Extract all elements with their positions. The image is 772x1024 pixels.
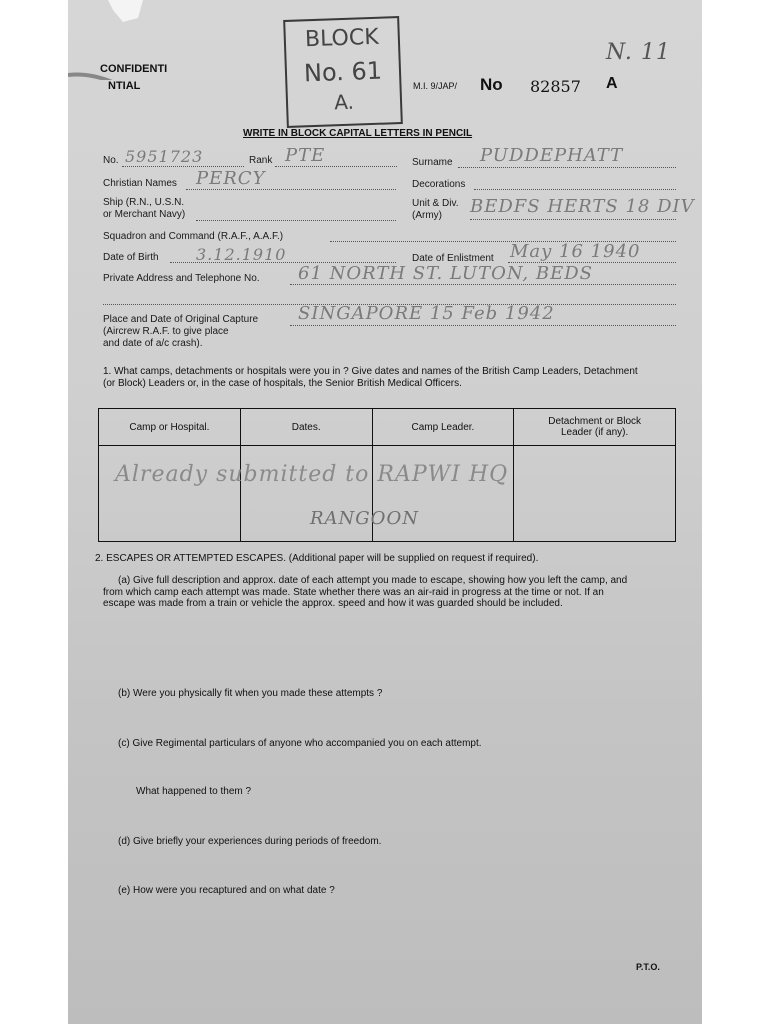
question-1: 1. What camps, detachments or hospitals were you in ? Give dates and names of the British Camp Leaders, Detachment	[103, 366, 638, 377]
instruction-heading: WRITE IN BLOCK CAPITAL LETTERS IN PENCIL	[243, 128, 473, 139]
table-handwriting-2: RANGOON	[310, 508, 419, 529]
question-2d: (d) Give briefly your experiences during periods of freedom.	[118, 836, 382, 847]
surname-label: Surname	[412, 157, 453, 168]
no-label: No.	[103, 155, 119, 166]
capture-label-3: and date of a/c crash).	[103, 338, 203, 349]
capture-label: Place and Date of Original Capture	[103, 314, 259, 325]
detachment-column-header: Detachment or Block Leader (if any).	[514, 409, 676, 446]
handwritten-note: N. 11	[606, 40, 671, 65]
question-2a: (a) Give full description and approx. date of each attempt you made to escape, showing how you left the camp, and	[118, 575, 628, 586]
confidential-label: CONFIDENTI	[100, 63, 168, 75]
serial-number: 82857	[530, 77, 581, 96]
unit-label-2: (Army)	[412, 210, 442, 221]
question-2e: (e) How were you recaptured and on what date ?	[118, 885, 335, 896]
question-1-line-2: (or Block) Leaders or, in the case of hospitals, the Senior British Medical Officers.	[103, 378, 462, 389]
dob-value: 3.12.1910	[196, 245, 287, 264]
surname-value: PUDDEPHATT	[480, 145, 624, 166]
enlistment-label: Date of Enlistment	[412, 253, 494, 264]
pto-label: P.T.O.	[636, 962, 660, 972]
unit-value: BEDFS HERTS 18 DIV	[470, 196, 695, 217]
block-stamp	[283, 16, 403, 128]
no-value: 5951723	[125, 147, 204, 166]
question-2: 2. ESCAPES OR ATTEMPTED ESCAPES. (Additional paper will be supplied on request if required).	[95, 553, 539, 564]
capture-label-2: (Aircrew R.A.F. to give place	[103, 326, 229, 337]
leader-column-header: Camp Leader.	[372, 409, 514, 446]
camp-column-header: Camp or Hospital.	[99, 409, 241, 446]
address-label: Private Address and Telephone No.	[103, 273, 260, 284]
decorations-label: Decorations	[412, 179, 466, 190]
ship-label: Ship (R.N., U.S.N.	[103, 197, 185, 208]
table-handwriting-1: Already submitted to RAPWI HQ	[115, 462, 509, 487]
capture-value: SINGAPORE 15 Feb 1942	[298, 303, 555, 324]
address-value: 61 NORTH ST. LUTON, BEDS	[298, 263, 594, 284]
christian-names-label: Christian Names	[103, 178, 177, 189]
dob-label: Date of Birth	[103, 252, 159, 263]
rank-value: PTE	[285, 145, 326, 166]
stamp-line-1: BLOCK	[304, 24, 380, 53]
question-2c-followup: What happened to them ?	[136, 786, 252, 797]
stamp-line-3: A.	[333, 89, 355, 115]
stamp-line-2: No. 61	[303, 56, 383, 88]
number-label: No	[480, 75, 503, 94]
ship-label-2: or Merchant Navy)	[103, 209, 186, 220]
squadron-label: Squadron and Command (R.A.F., A.A.F.)	[103, 231, 284, 242]
question-2a-line-3: escape was made from a train or vehicle the approx. speed and how it was guarded should be included.	[103, 598, 563, 609]
rank-label: Rank	[249, 155, 273, 166]
unit-label: Unit & Div.	[412, 198, 459, 209]
enlistment-value: May 16 1940	[510, 241, 641, 262]
question-2a-line-2: from which camp each attempt was made. State whether there was an air-raid in progress at the time or not. If an	[103, 587, 604, 598]
confidential-label-2: NTIAL	[108, 80, 141, 92]
serial-suffix: A	[606, 75, 618, 92]
christian-names-value: PERCY	[196, 168, 266, 189]
form-code: M.I. 9/JAP/	[413, 81, 458, 91]
question-2c: (c) Give Regimental particulars of anyone who accompanied you on each attempt.	[118, 738, 482, 749]
question-2b: (b) Were you physically fit when you made these attempts ?	[118, 688, 383, 699]
dates-column-header: Dates.	[240, 409, 372, 446]
